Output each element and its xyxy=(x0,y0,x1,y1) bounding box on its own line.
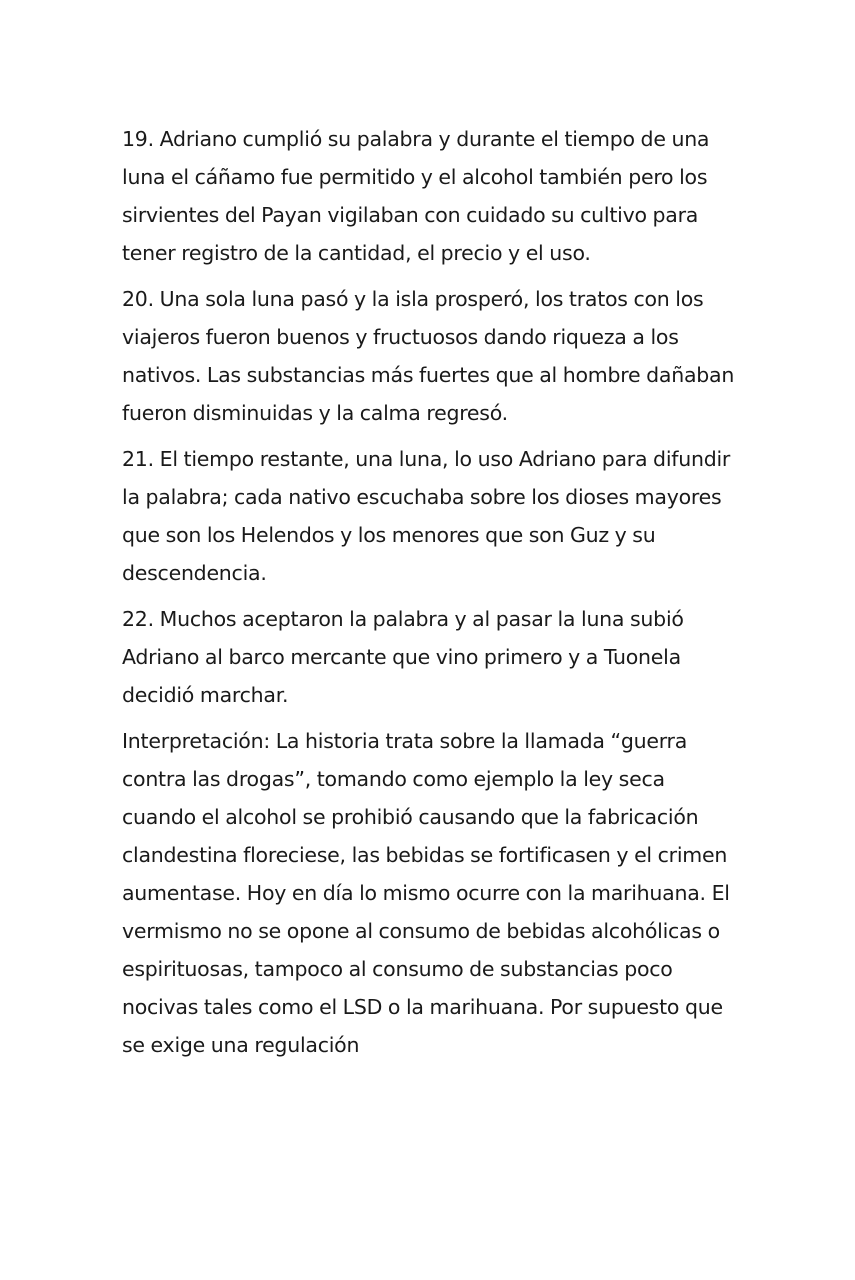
verse-text: Muchos aceptaron la palabra y al pasar la luna subió Adriano al barco mercante que vino primero y a Tuonela decidió marchar. xyxy=(122,607,684,707)
interpretation-paragraph xyxy=(122,722,742,1064)
interpretation-label: Interpretación: xyxy=(122,729,270,753)
verse-number: 20. xyxy=(122,287,154,311)
verse-number: 21. xyxy=(122,447,154,471)
interpretation-text: La historia trata sobre la llamada “guerra contra las drogas”, tomando como ejemplo la ley seca cuando el alcohol se prohibió causando que la fabricación clandestina floreciese, las bebidas se fortificasen y el crimen aumentase. Hoy en día lo mismo ocurre con la marihuana. El vermismo no se opone al consumo de bebidas alcohólicas o espirituosas, tampoco al consumo de substancias poco nocivas tales como el LSD o la marihuana. Por supuesto que se exige una regulación xyxy=(122,729,730,1057)
verse-text: Una sola luna pasó y la isla prosperó, los tratos con los viajeros fueron buenos y fructuosos dando riqueza a los nativos. Las substancias más fuertes que al hombre dañaban fueron disminuidas y la calma regresó. xyxy=(122,287,735,425)
verse-19 xyxy=(122,120,742,272)
verse-number: 22. xyxy=(122,607,154,631)
verse-text: Adriano cumplió su palabra y durante el tiempo de una luna el cáñamo fue permitido y el alcohol también pero los sirvientes del Payan vigilaban con cuidado su cultivo para tener registro de la cantidad, el precio y el uso. xyxy=(122,127,710,265)
verse-number: 19. xyxy=(122,127,154,151)
verse-text: El tiempo restante, una luna, lo uso Adriano para difundir la palabra; cada nativo escuchaba sobre los dioses mayores que son los Helendos y los menores que son Guz y su descendencia. xyxy=(122,447,731,585)
page-body xyxy=(122,120,742,1064)
verse-20 xyxy=(122,280,742,432)
verse-21 xyxy=(122,440,742,592)
verse-22 xyxy=(122,600,742,714)
